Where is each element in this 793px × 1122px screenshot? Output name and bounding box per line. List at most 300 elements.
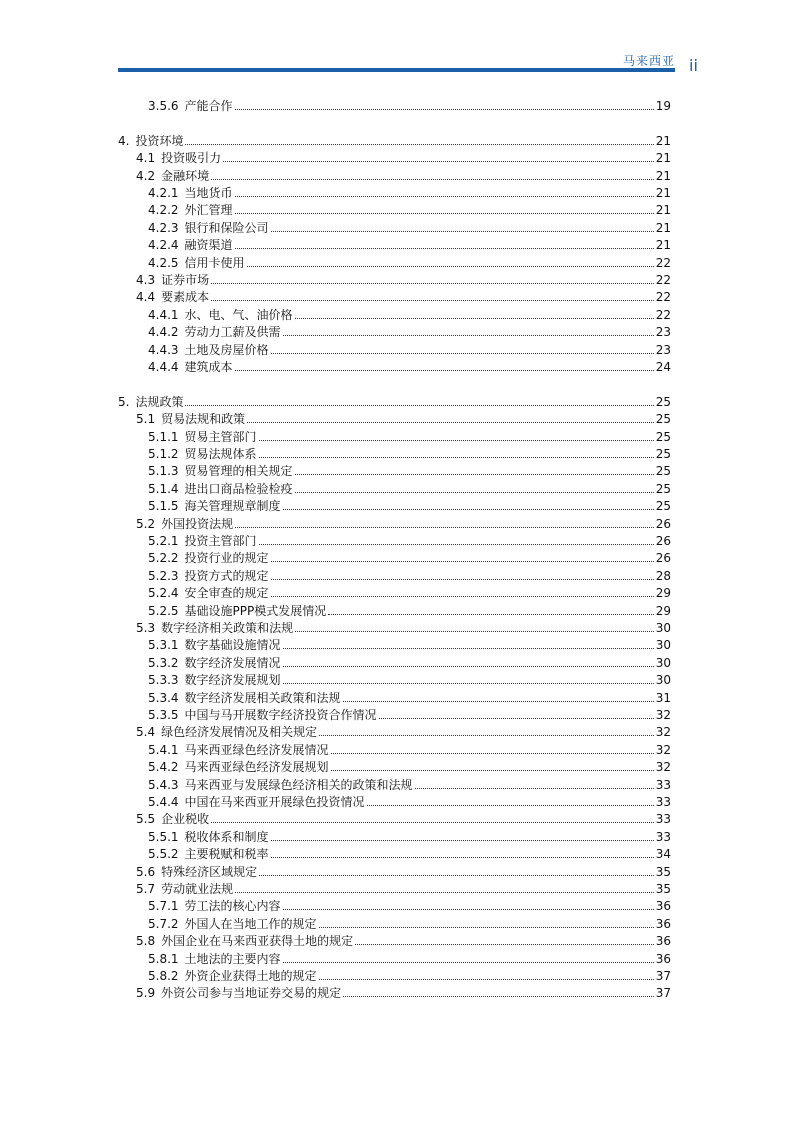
toc-entry-title: [148, 673, 281, 687]
toc-entry-number: 5.1.2: [148, 447, 179, 461]
toc-dot-leader: [259, 875, 654, 876]
toc-entry-title: [148, 778, 413, 792]
toc-dot-leader: [185, 405, 653, 406]
toc-entry-text: 马来西亚与发展绿色经济相关的政策和法规: [184, 777, 413, 792]
toc-entry-page: 21: [655, 168, 671, 183]
toc-entry-number: 5.1.5: [148, 499, 179, 514]
toc-entry-text: 土地及房屋价格: [184, 342, 269, 357]
toc-entry-title: [136, 273, 209, 287]
toc-entry-number: 4.2.1: [148, 186, 179, 200]
toc-entry-text: 主要税赋和税率: [184, 847, 269, 862]
toc-entry-title: [148, 238, 233, 252]
toc-dot-leader: [283, 683, 654, 684]
toc-entry-title: [148, 308, 293, 322]
toc-dot-leader: [271, 231, 654, 232]
toc-entry-page: 25: [655, 412, 671, 427]
toc-entry-number: 5.2.1: [148, 534, 179, 548]
toc-entry-text: 银行和保险公司: [184, 220, 269, 235]
toc-entry-text: 马来西亚绿色经济发展规划: [184, 760, 329, 775]
toc-dot-leader: [283, 335, 654, 336]
toc-dot-leader: [343, 996, 654, 997]
toc-entry[interactable]: [148, 200, 671, 217]
toc-entry-text: 贸易法规和政策: [161, 412, 246, 427]
toc-entry-text: 投资行业的规定: [184, 551, 269, 566]
toc-dot-leader: [235, 370, 654, 371]
toc-entry[interactable]: [148, 305, 671, 322]
toc-dot-leader: [283, 648, 654, 649]
toc-entry-page: 23: [655, 325, 671, 340]
toc-entry-text: 数字经济发展规划: [184, 673, 281, 688]
toc-entry-title: [118, 395, 183, 409]
toc-entry-text: 中国在马来西亚开展绿色投资情况: [184, 795, 365, 809]
toc-dot-leader: [211, 822, 654, 823]
toc-entry-title: [136, 812, 209, 826]
toc-entry-page: 29: [655, 603, 671, 618]
toc-entry[interactable]: [136, 148, 671, 165]
toc-entry-page: 33: [655, 812, 671, 827]
toc-dot-leader: [271, 857, 654, 858]
toc-entry-number: 4.4: [136, 290, 156, 305]
toc-entry-page: 33: [655, 829, 671, 844]
toc-entry-text: 贸易法规体系: [184, 447, 257, 461]
toc-entry-number: 5.8.2: [148, 969, 179, 983]
toc-entry[interactable]: [148, 844, 671, 861]
toc-entry-title: [136, 517, 233, 531]
toc-entry[interactable]: [136, 409, 671, 426]
toc-entry-title: [148, 569, 269, 583]
toc-entry-page: 33: [655, 777, 671, 792]
toc-entry-title: [148, 482, 293, 496]
toc-entry[interactable]: [148, 949, 671, 966]
toc-entry-title: [148, 847, 269, 861]
toc-entry-title: [136, 621, 293, 635]
toc-entry-text: 外汇管理: [184, 203, 233, 218]
toc-entry[interactable]: [148, 183, 671, 200]
toc-dot-leader: [283, 666, 654, 667]
toc-entry-number: 4.1: [136, 151, 156, 166]
toc-entry-title: [148, 203, 233, 217]
toc-entry-page: 32: [655, 760, 671, 775]
toc-entry[interactable]: [148, 322, 671, 339]
toc-entry[interactable]: [148, 705, 671, 722]
toc-entry[interactable]: [118, 392, 671, 409]
toc-entry-title: [148, 256, 245, 270]
toc-entry-title: [136, 934, 353, 948]
toc-entry-page: 22: [655, 273, 671, 287]
toc-entry-text: 贸易主管部门: [184, 429, 257, 444]
toc-entry-page: 25: [655, 481, 671, 496]
toc-entry[interactable]: [148, 548, 671, 565]
toc-entry[interactable]: [136, 287, 671, 304]
toc-entry-number: 5.1.1: [148, 429, 179, 444]
toc-entry-number: 5.8.1: [148, 951, 179, 966]
header-country: 马来西亚: [622, 54, 675, 68]
toc-entry[interactable]: [136, 862, 671, 879]
toc-entry-text: 外国企业在马来西亚获得土地的规定: [161, 934, 354, 949]
toc-dot-leader: [247, 422, 654, 423]
toc-entry[interactable]: [148, 340, 671, 357]
toc-entry-page: 25: [655, 464, 671, 479]
toc-dot-leader: [283, 962, 654, 963]
toc-dot-leader: [328, 614, 653, 615]
toc-entry-title: [118, 134, 183, 148]
toc-entry-number: 4.: [118, 133, 130, 148]
toc-entry-number: 4.4.3: [148, 342, 179, 357]
toc-entry-page: 34: [655, 847, 671, 862]
toc-entry-title: [148, 743, 329, 757]
toc-entry-page: 32: [655, 708, 671, 722]
toc-entry-title: [148, 830, 269, 844]
toc-entry-title: [148, 447, 257, 461]
toc-entry[interactable]: [136, 809, 671, 826]
toc-entry[interactable]: [148, 218, 671, 235]
toc-entry-number: 5.4.2: [148, 760, 179, 775]
toc-entry-title: [148, 186, 233, 200]
toc-dot-leader: [331, 770, 654, 771]
toc-dot-leader: [295, 474, 654, 475]
toc-entry-page: 30: [655, 638, 671, 653]
toc-entry[interactable]: [148, 688, 671, 705]
toc-entry-text: 中国与马开展数字经济投资合作情况: [184, 708, 377, 722]
toc-entry[interactable]: [148, 461, 671, 478]
toc-entry[interactable]: [148, 653, 671, 670]
toc-entry[interactable]: [136, 166, 671, 183]
toc-dot-leader: [367, 805, 654, 806]
toc-entry-number: 5.2: [136, 516, 156, 531]
toc-entry-text: 外国投资法规: [161, 516, 234, 531]
toc-entry-text: 劳动力工薪及供需: [184, 325, 281, 340]
toc-entry-number: 4.2.5: [148, 255, 179, 270]
toc-entry-title: [136, 882, 233, 896]
toc-dot-leader: [271, 840, 654, 841]
toc-entry[interactable]: [118, 131, 671, 148]
toc-dot-leader: [271, 353, 654, 354]
toc-entry-title: [148, 656, 281, 670]
toc-entry-title: [136, 865, 257, 879]
toc-entry-title: [148, 708, 377, 722]
toc-entry-text: 投资环境: [135, 133, 184, 148]
toc-entry[interactable]: [148, 914, 671, 931]
toc-entry-number: 4.2.2: [148, 203, 179, 218]
toc-entry-number: 3.5.6: [148, 99, 179, 113]
toc-entry-number: 5.8: [136, 934, 156, 949]
toc-entry-text: 建筑成本: [184, 360, 233, 374]
header-rule: [118, 68, 675, 72]
toc-entry-title: [148, 795, 365, 809]
toc-entry-page: 25: [655, 447, 671, 461]
toc-entry-page: 37: [655, 986, 671, 1001]
toc-entry-text: 外资企业获得土地的规定: [184, 969, 317, 983]
toc-entry-number: 5.4.4: [148, 795, 179, 809]
toc-entry-page: 26: [655, 534, 671, 548]
toc-entry-page: 21: [655, 203, 671, 218]
toc-dot-leader: [271, 561, 654, 562]
toc-entry-page: 33: [655, 795, 671, 809]
toc-entry-text: 投资方式的规定: [184, 568, 269, 583]
toc-entry-page: 21: [655, 220, 671, 235]
toc-entry-number: 4.2: [136, 168, 156, 183]
toc-entry-text: 证券市场: [161, 273, 210, 287]
toc-entry[interactable]: [148, 253, 671, 270]
toc-entry-text: 基础设施PPP模式发展情况: [184, 603, 327, 618]
toc-entry-number: 5.9: [136, 986, 156, 1001]
toc-entry-title: [136, 725, 317, 739]
toc-entry-title: [136, 290, 209, 304]
toc-entry-number: 4.4.2: [148, 325, 179, 340]
toc-entry-number: 5.1: [136, 412, 156, 427]
toc-entry-page: 37: [655, 969, 671, 983]
toc-entry-page: 22: [655, 255, 671, 270]
toc-entry-number: 5.7.1: [148, 899, 179, 914]
toc-entry-page: 32: [655, 725, 671, 740]
toc-entry-text: 信用卡使用: [184, 255, 245, 270]
toc-entry-title: [148, 499, 281, 513]
toc-entry-text: 数字经济发展相关政策和法规: [184, 690, 341, 705]
toc-entry-number: 5.3.3: [148, 673, 179, 688]
toc-dot-leader: [211, 179, 654, 180]
toc-dot-leader: [355, 944, 654, 945]
toc-entry[interactable]: [148, 96, 671, 113]
toc-dot-leader: [211, 283, 654, 284]
toc-entry-page: 21: [655, 151, 671, 166]
toc-entry-number: 5.3: [136, 621, 156, 635]
toc-entry-title: [136, 169, 209, 183]
toc-dot-leader: [283, 909, 654, 910]
toc-entry-title: [148, 760, 329, 774]
toc-entry-text: 特殊经济区域规定: [161, 864, 258, 879]
toc-entry-page: 36: [655, 951, 671, 966]
toc-entry-text: 当地货币: [184, 186, 233, 200]
toc-entry[interactable]: [148, 583, 671, 600]
toc-entry-page: 22: [655, 307, 671, 322]
toc-entry-title: [148, 343, 269, 357]
toc-entry-text: 企业税收: [161, 812, 210, 827]
toc-entry-number: 5.6: [136, 864, 156, 879]
toc-entry-text: 外国人在当地工作的规定: [184, 916, 317, 931]
toc-entry-text: 贸易管理的相关规定: [184, 464, 293, 479]
toc-entry-text: 海关管理规章制度: [184, 499, 281, 514]
toc-entry[interactable]: [148, 496, 671, 513]
toc-entry-title: [148, 917, 317, 931]
toc-entry-number: 4.4.4: [148, 360, 179, 374]
toc-entry-text: 土地法的主要内容: [184, 951, 281, 966]
toc-entry-number: 5.7: [136, 882, 156, 896]
toc-entry-text: 数字经济发展情况: [184, 655, 281, 670]
toc-entry-number: 5.2.5: [148, 603, 179, 618]
toc-dot-leader: [343, 701, 654, 702]
toc-entry-title: [148, 604, 326, 618]
toc-entry-text: 产能合作: [184, 99, 233, 113]
toc-entry-number: 4.3: [136, 273, 156, 287]
toc-entry-title: [136, 412, 245, 426]
toc-entry-text: 融资渠道: [184, 238, 233, 253]
toc-entry-page: 30: [655, 655, 671, 670]
toc-entry-number: 5.3.2: [148, 655, 179, 670]
toc-entry-page: 26: [655, 551, 671, 566]
toc-dot-leader: [235, 196, 654, 197]
toc-entry-text: 法规政策: [135, 394, 184, 409]
toc-dot-leader: [295, 318, 654, 319]
toc-entry-number: 5.3.4: [148, 690, 179, 705]
toc-dot-leader: [223, 161, 654, 162]
toc-entry-number: 5.7.2: [148, 916, 179, 931]
toc-dot-leader: [235, 248, 654, 249]
toc-entry-page: 35: [655, 882, 671, 896]
toc-entry-text: 税收体系和制度: [184, 829, 269, 844]
toc-entry-number: 4.2.3: [148, 220, 179, 235]
toc-entry[interactable]: [148, 444, 671, 461]
toc-entry[interactable]: [136, 514, 671, 531]
toc-entry-page: 30: [655, 673, 671, 688]
toc-entry[interactable]: [148, 566, 671, 583]
toc-entry-page: 25: [655, 394, 671, 409]
toc-entry-page: 30: [655, 621, 671, 635]
toc-entry-title: [148, 99, 233, 113]
toc-dot-leader: [295, 631, 654, 632]
toc-entry-page: 26: [655, 516, 671, 531]
toc-dot-leader: [319, 927, 654, 928]
toc-entry-number: 5.2.4: [148, 586, 179, 601]
toc-entry[interactable]: [148, 792, 671, 809]
toc-entry-text: 数字基础设施情况: [184, 638, 281, 653]
toc-entry-page: 28: [655, 568, 671, 583]
toc-entry[interactable]: [136, 270, 671, 287]
toc-entry-title: [148, 638, 281, 652]
toc-dot-leader: [415, 788, 654, 789]
toc-dot-leader: [319, 735, 654, 736]
toc-entry-title: [148, 691, 341, 705]
toc-entry-text: 水、电、气、油价格: [184, 307, 293, 322]
toc-entry-page: 32: [655, 742, 671, 757]
toc-entry-text: 投资吸引力: [161, 151, 222, 166]
toc-dot-leader: [379, 718, 654, 719]
toc-entry-number: 5.5.2: [148, 847, 179, 862]
toc-entry-page: 19: [655, 99, 671, 113]
toc-entry-title: [148, 430, 257, 444]
toc-dot-leader: [259, 544, 654, 545]
toc-entry[interactable]: [136, 879, 671, 896]
toc-dot-leader: [283, 509, 654, 510]
toc-entry-page: 23: [655, 342, 671, 357]
toc-entry-text: 劳动就业法规: [161, 882, 234, 896]
toc-entry[interactable]: [148, 427, 671, 444]
toc-entry[interactable]: [148, 775, 671, 792]
toc-entry-text: 马来西亚绿色经济发展情况: [184, 742, 329, 757]
toc-entry-page: 24: [655, 360, 671, 374]
toc-entry-title: [136, 986, 341, 1000]
toc-entry-page: 36: [655, 916, 671, 931]
toc-entry[interactable]: [148, 601, 671, 618]
toc-entry-title: [148, 464, 293, 478]
toc-entry[interactable]: [148, 531, 671, 548]
toc-dot-leader: [211, 300, 654, 301]
toc-entry-number: 5.4: [136, 725, 156, 740]
toc-entry[interactable]: [136, 618, 671, 635]
toc-entry-number: 5.1.4: [148, 481, 179, 496]
toc-entry[interactable]: [148, 757, 671, 774]
toc-entry[interactable]: [148, 235, 671, 252]
toc-dot-leader: [247, 266, 654, 267]
toc-entry-text: 劳工法的核心内容: [184, 899, 281, 914]
toc-entry-page: 29: [655, 586, 671, 601]
toc-entry-number: 4.2.4: [148, 238, 179, 253]
toc-dot-leader: [235, 109, 654, 110]
toc-entry-title: [148, 551, 269, 565]
toc-dot-leader: [295, 492, 654, 493]
toc-dot-leader: [331, 753, 654, 754]
toc-dot-leader: [259, 457, 654, 458]
toc-entry-text: 金融环境: [161, 168, 210, 183]
toc-entry-page: 35: [655, 864, 671, 879]
toc-entry-title: [148, 360, 233, 374]
toc-dot-leader: [271, 579, 654, 580]
toc-entry-number: 5.3.1: [148, 638, 179, 653]
toc-entry-text: 要素成本: [161, 290, 210, 305]
toc-dot-leader: [235, 892, 654, 893]
toc-entry-number: 5.2.3: [148, 568, 179, 583]
toc-entry-title: [136, 151, 221, 165]
toc-entry[interactable]: [148, 670, 671, 687]
toc-entry[interactable]: [148, 357, 671, 374]
toc-entry-title: [148, 586, 269, 600]
toc-dot-leader: [319, 979, 654, 980]
page-number: ii: [689, 56, 698, 75]
toc-entry-text: 进出口商品检验检疫: [184, 481, 293, 496]
toc-entry-text: 投资主管部门: [184, 534, 257, 548]
toc-entry-page: 36: [655, 899, 671, 914]
toc-entry-number: 5.3.5: [148, 708, 179, 722]
toc-entry-text: 安全审查的规定: [184, 586, 269, 601]
toc-entry[interactable]: [148, 635, 671, 652]
toc-entry-title: [148, 534, 257, 548]
toc-entry-page: 21: [655, 133, 671, 148]
toc-entry-number: 5.1.3: [148, 464, 179, 479]
toc-entry-title: [148, 899, 281, 913]
toc-entry-title: [148, 969, 317, 983]
toc-entry-text: 外资公司参与当地证券交易的规定: [161, 986, 342, 1001]
toc-dot-leader: [235, 527, 654, 528]
toc-entry-page: 22: [655, 290, 671, 305]
toc-entry-page: 25: [655, 499, 671, 514]
toc-entry[interactable]: [148, 827, 671, 844]
toc-entry-page: 31: [655, 690, 671, 705]
toc-entry-page: 36: [655, 934, 671, 949]
toc-entry[interactable]: [136, 983, 671, 1000]
toc-entry-text: 绿色经济发展情况及相关规定: [161, 725, 318, 740]
toc-entry-number: 5.4.3: [148, 777, 179, 792]
toc-entry-page: 21: [655, 186, 671, 200]
toc-entry[interactable]: [148, 896, 671, 913]
toc-dot-leader: [185, 144, 653, 145]
toc-entry-title: [148, 952, 281, 966]
toc-entry[interactable]: [148, 966, 671, 983]
toc-dot-leader: [271, 596, 654, 597]
toc-entry[interactable]: [136, 722, 671, 739]
toc-entry-title: [148, 221, 269, 235]
toc-entry-number: 5.2.2: [148, 551, 179, 566]
toc-entry-title: [148, 325, 281, 339]
toc-entry[interactable]: [148, 740, 671, 757]
toc-entry-number: 5.5.1: [148, 829, 179, 844]
toc-entry-number: 4.4.1: [148, 307, 179, 322]
toc-entry[interactable]: [148, 479, 671, 496]
toc-entry-number: 5.4.1: [148, 742, 179, 757]
toc-entry-page: 25: [655, 429, 671, 444]
toc-entry-number: 5.: [118, 394, 130, 409]
toc-entry[interactable]: [136, 931, 671, 948]
toc-entry-number: 5.5: [136, 812, 156, 827]
toc-dot-leader: [235, 213, 654, 214]
